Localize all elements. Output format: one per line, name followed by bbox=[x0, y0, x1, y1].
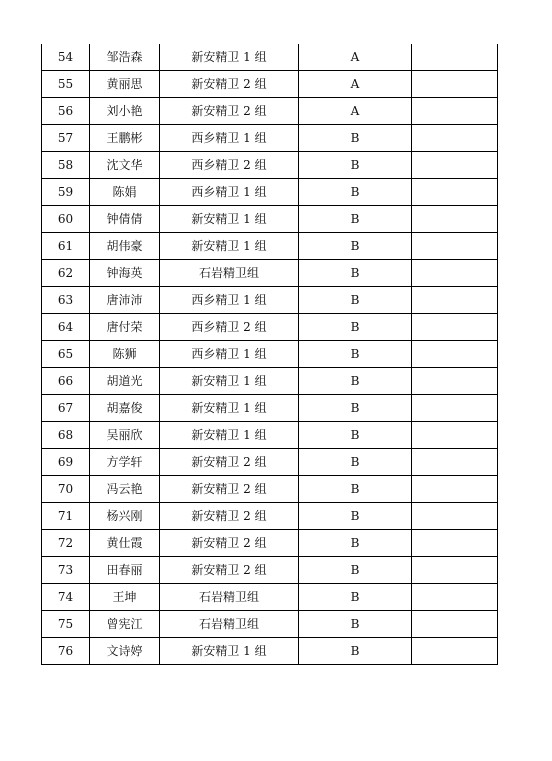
cell-grade: B bbox=[299, 503, 412, 530]
cell-grade: B bbox=[299, 368, 412, 395]
cell-grade: B bbox=[299, 557, 412, 584]
cell-group: 新安精卫 1 组 bbox=[160, 395, 299, 422]
table-row bbox=[42, 557, 498, 584]
cell-group: 西乡精卫 1 组 bbox=[160, 287, 299, 314]
cell-group: 新安精卫 2 组 bbox=[160, 71, 299, 98]
cell-name: 唐沛沛 bbox=[90, 287, 160, 314]
cell-name: 邹浩森 bbox=[90, 44, 160, 71]
table-row bbox=[42, 152, 498, 179]
table-row bbox=[42, 395, 498, 422]
cell-name: 黄丽思 bbox=[90, 71, 160, 98]
cell-grade: B bbox=[299, 152, 412, 179]
cell-remark bbox=[412, 422, 498, 449]
cell-name: 曾宪江 bbox=[90, 611, 160, 638]
cell-grade: A bbox=[299, 71, 412, 98]
table-row bbox=[42, 341, 498, 368]
table-row bbox=[42, 476, 498, 503]
roster-table-body bbox=[42, 44, 498, 665]
cell-name: 钟倩倩 bbox=[90, 206, 160, 233]
cell-name: 胡嘉俊 bbox=[90, 395, 160, 422]
cell-name: 胡道光 bbox=[90, 368, 160, 395]
cell-name: 陈娟 bbox=[90, 179, 160, 206]
cell-number: 65 bbox=[42, 341, 90, 368]
cell-name: 沈文华 bbox=[90, 152, 160, 179]
cell-number: 64 bbox=[42, 314, 90, 341]
cell-grade: B bbox=[299, 125, 412, 152]
cell-group: 新安精卫 2 组 bbox=[160, 449, 299, 476]
cell-grade: B bbox=[299, 584, 412, 611]
table-row bbox=[42, 422, 498, 449]
cell-grade: B bbox=[299, 611, 412, 638]
cell-grade: A bbox=[299, 44, 412, 71]
cell-name: 黄仕霞 bbox=[90, 530, 160, 557]
table-row bbox=[42, 206, 498, 233]
table-row bbox=[42, 503, 498, 530]
table-row bbox=[42, 314, 498, 341]
cell-number: 74 bbox=[42, 584, 90, 611]
cell-group: 新安精卫 1 组 bbox=[160, 44, 299, 71]
cell-remark bbox=[412, 179, 498, 206]
cell-group: 新安精卫 2 组 bbox=[160, 98, 299, 125]
cell-name: 王鹏彬 bbox=[90, 125, 160, 152]
table-row bbox=[42, 71, 498, 98]
cell-group: 新安精卫 2 组 bbox=[160, 476, 299, 503]
cell-group: 新安精卫 1 组 bbox=[160, 233, 299, 260]
cell-group: 西乡精卫 2 组 bbox=[160, 152, 299, 179]
cell-number: 66 bbox=[42, 368, 90, 395]
cell-name: 文诗婷 bbox=[90, 638, 160, 665]
cell-remark bbox=[412, 503, 498, 530]
roster-table bbox=[41, 44, 498, 665]
cell-number: 67 bbox=[42, 395, 90, 422]
cell-remark bbox=[412, 476, 498, 503]
cell-group: 新安精卫 2 组 bbox=[160, 503, 299, 530]
table-row bbox=[42, 287, 498, 314]
table-row bbox=[42, 44, 498, 71]
cell-grade: A bbox=[299, 98, 412, 125]
cell-remark bbox=[412, 44, 498, 71]
cell-number: 72 bbox=[42, 530, 90, 557]
table-row bbox=[42, 233, 498, 260]
cell-remark bbox=[412, 530, 498, 557]
table-row bbox=[42, 449, 498, 476]
cell-group: 西乡精卫 1 组 bbox=[160, 179, 299, 206]
cell-remark bbox=[412, 71, 498, 98]
cell-group: 石岩精卫组 bbox=[160, 260, 299, 287]
cell-remark bbox=[412, 638, 498, 665]
cell-grade: B bbox=[299, 233, 412, 260]
cell-grade: B bbox=[299, 260, 412, 287]
cell-number: 60 bbox=[42, 206, 90, 233]
table-row bbox=[42, 125, 498, 152]
table-row bbox=[42, 98, 498, 125]
cell-grade: B bbox=[299, 287, 412, 314]
cell-remark bbox=[412, 611, 498, 638]
cell-number: 68 bbox=[42, 422, 90, 449]
cell-remark bbox=[412, 206, 498, 233]
table-row bbox=[42, 584, 498, 611]
cell-number: 54 bbox=[42, 44, 90, 71]
cell-name: 王坤 bbox=[90, 584, 160, 611]
cell-number: 58 bbox=[42, 152, 90, 179]
cell-name: 陈狮 bbox=[90, 341, 160, 368]
cell-name: 冯云艳 bbox=[90, 476, 160, 503]
cell-grade: B bbox=[299, 179, 412, 206]
cell-grade: B bbox=[299, 530, 412, 557]
cell-number: 56 bbox=[42, 98, 90, 125]
cell-name: 胡伟豪 bbox=[90, 233, 160, 260]
cell-number: 62 bbox=[42, 260, 90, 287]
cell-grade: B bbox=[299, 314, 412, 341]
cell-grade: B bbox=[299, 449, 412, 476]
table-row bbox=[42, 260, 498, 287]
cell-number: 71 bbox=[42, 503, 90, 530]
cell-remark bbox=[412, 125, 498, 152]
cell-group: 石岩精卫组 bbox=[160, 584, 299, 611]
cell-remark bbox=[412, 395, 498, 422]
cell-remark bbox=[412, 557, 498, 584]
cell-name: 吴丽欣 bbox=[90, 422, 160, 449]
cell-number: 57 bbox=[42, 125, 90, 152]
cell-group: 新安精卫 1 组 bbox=[160, 422, 299, 449]
table-row bbox=[42, 611, 498, 638]
cell-remark bbox=[412, 152, 498, 179]
cell-remark bbox=[412, 98, 498, 125]
cell-remark bbox=[412, 260, 498, 287]
cell-group: 新安精卫 1 组 bbox=[160, 638, 299, 665]
cell-grade: B bbox=[299, 476, 412, 503]
cell-grade: B bbox=[299, 395, 412, 422]
cell-group: 西乡精卫 1 组 bbox=[160, 125, 299, 152]
cell-name: 刘小艳 bbox=[90, 98, 160, 125]
table-row bbox=[42, 638, 498, 665]
cell-remark bbox=[412, 368, 498, 395]
cell-grade: B bbox=[299, 341, 412, 368]
cell-remark bbox=[412, 314, 498, 341]
cell-number: 69 bbox=[42, 449, 90, 476]
cell-number: 75 bbox=[42, 611, 90, 638]
cell-remark bbox=[412, 584, 498, 611]
table-row bbox=[42, 179, 498, 206]
cell-group: 西乡精卫 1 组 bbox=[160, 341, 299, 368]
cell-remark bbox=[412, 341, 498, 368]
cell-remark bbox=[412, 449, 498, 476]
cell-number: 59 bbox=[42, 179, 90, 206]
cell-name: 田春丽 bbox=[90, 557, 160, 584]
cell-group: 新安精卫 2 组 bbox=[160, 530, 299, 557]
cell-name: 方学轩 bbox=[90, 449, 160, 476]
cell-group: 石岩精卫组 bbox=[160, 611, 299, 638]
cell-grade: B bbox=[299, 206, 412, 233]
cell-group: 新安精卫 2 组 bbox=[160, 557, 299, 584]
cell-name: 杨兴刚 bbox=[90, 503, 160, 530]
cell-grade: B bbox=[299, 422, 412, 449]
cell-group: 新安精卫 1 组 bbox=[160, 206, 299, 233]
cell-name: 唐付荣 bbox=[90, 314, 160, 341]
cell-number: 55 bbox=[42, 71, 90, 98]
cell-number: 61 bbox=[42, 233, 90, 260]
table-row bbox=[42, 368, 498, 395]
cell-number: 63 bbox=[42, 287, 90, 314]
cell-remark bbox=[412, 233, 498, 260]
cell-grade: B bbox=[299, 638, 412, 665]
cell-group: 西乡精卫 2 组 bbox=[160, 314, 299, 341]
table-row bbox=[42, 530, 498, 557]
cell-name: 钟海英 bbox=[90, 260, 160, 287]
cell-remark bbox=[412, 287, 498, 314]
cell-group: 新安精卫 1 组 bbox=[160, 368, 299, 395]
cell-number: 73 bbox=[42, 557, 90, 584]
cell-number: 76 bbox=[42, 638, 90, 665]
cell-number: 70 bbox=[42, 476, 90, 503]
